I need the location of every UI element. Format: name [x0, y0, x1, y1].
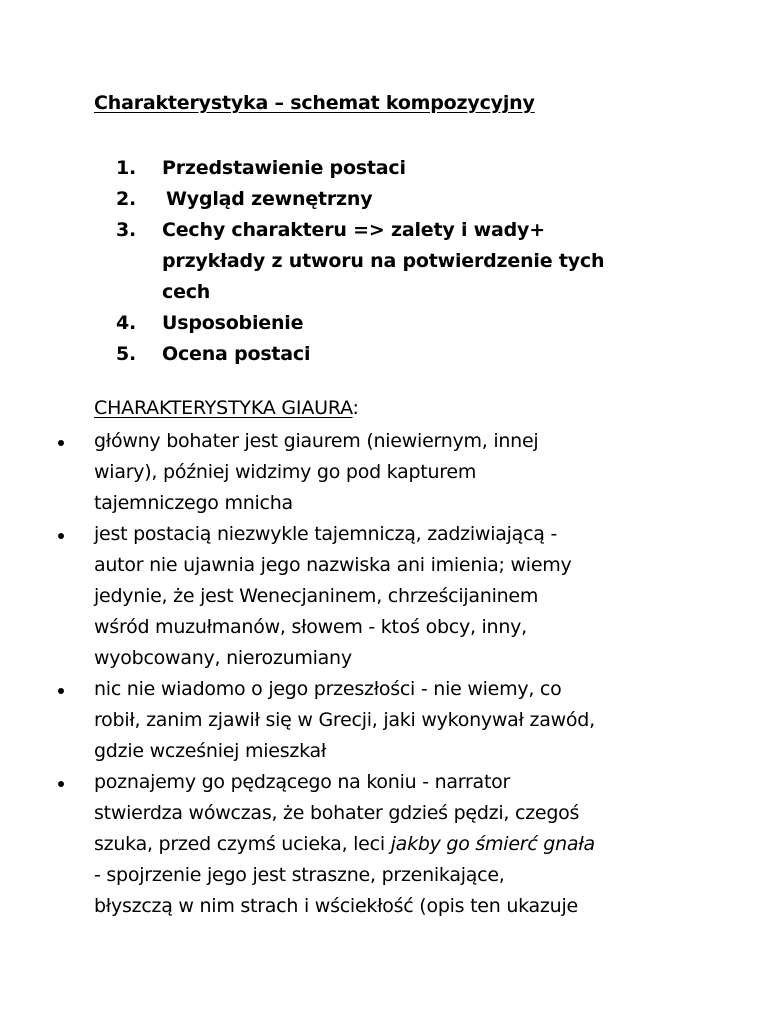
outline-item — [116, 153, 676, 184]
outline-item — [116, 339, 676, 370]
mixed-style-line: szuka, przed czymś ucieka, leci jakby go śmierć gnała — [94, 833, 595, 855]
outline-item — [116, 184, 676, 215]
section-heading — [94, 397, 359, 419]
italic-quote: jakby go śmierć gnała — [390, 833, 595, 855]
item-number: 3. — [116, 219, 137, 241]
item-text: Przedstawienie postaci — [162, 157, 406, 179]
item-text: Cechy charakteru => zalety i wady+ przykłady z utworu na potwierdzenie tych cech — [162, 219, 605, 303]
section-heading-colon: : — [352, 397, 359, 419]
item-number: 5. — [116, 343, 137, 365]
composition-outline-list — [116, 153, 676, 370]
bullet-item: jest postacią niezwykle tajemniczą, zadziwiającą - autor nie ujawnia jego nazwiska ani imienia; wiemy jedynie, że jest Wenecjaninem, chrześcijaninem wśród muzułmanów, słowem - ktoś obcy, inny, wyobcowany, nierozumiany — [58, 519, 678, 674]
bullet-icon — [58, 440, 64, 446]
item-text: Wygląd zewnętrzny — [166, 188, 373, 210]
section-heading-text: CHARAKTERYSTYKA GIAURA — [94, 397, 353, 419]
document-title: Charakterystyka – schemat kompozycyjny — [94, 92, 535, 114]
item-number: 4. — [116, 312, 137, 334]
outline-item — [116, 215, 676, 308]
bullet-list — [58, 426, 678, 922]
item-number: 1. — [116, 157, 137, 179]
bullet-icon — [58, 533, 64, 539]
item-text: Usposobienie — [162, 312, 304, 334]
bullet-item: główny bohater jest giaurem (niewiernym, innej wiary), później widzimy go pod kapturem tajemniczego mnicha — [58, 426, 678, 519]
bullet-icon — [58, 781, 64, 787]
outline-item — [116, 308, 676, 339]
bullet-icon — [58, 688, 64, 694]
bullet-item: poznajemy go pędzącego na koniu - narrator stwierdza wówczas, że bohater gdzieś pędzi, czegoś szuka, przed czymś ucieka, leci jakby go śmierć gnała - spojrzenie jego jest straszne, przenikające, błyszczą w nim strach i wściekłość (opis ten ukazuje — [58, 767, 678, 922]
bullet-item: nic nie wiadomo o jego przeszłości - nie wiemy, co robił, zanim zjawił się w Grecji, jaki wykonywał zawód, gdzie wcześniej mieszkał — [58, 674, 678, 767]
item-number: 2. — [116, 188, 137, 210]
item-text: Ocena postaci — [162, 343, 311, 365]
